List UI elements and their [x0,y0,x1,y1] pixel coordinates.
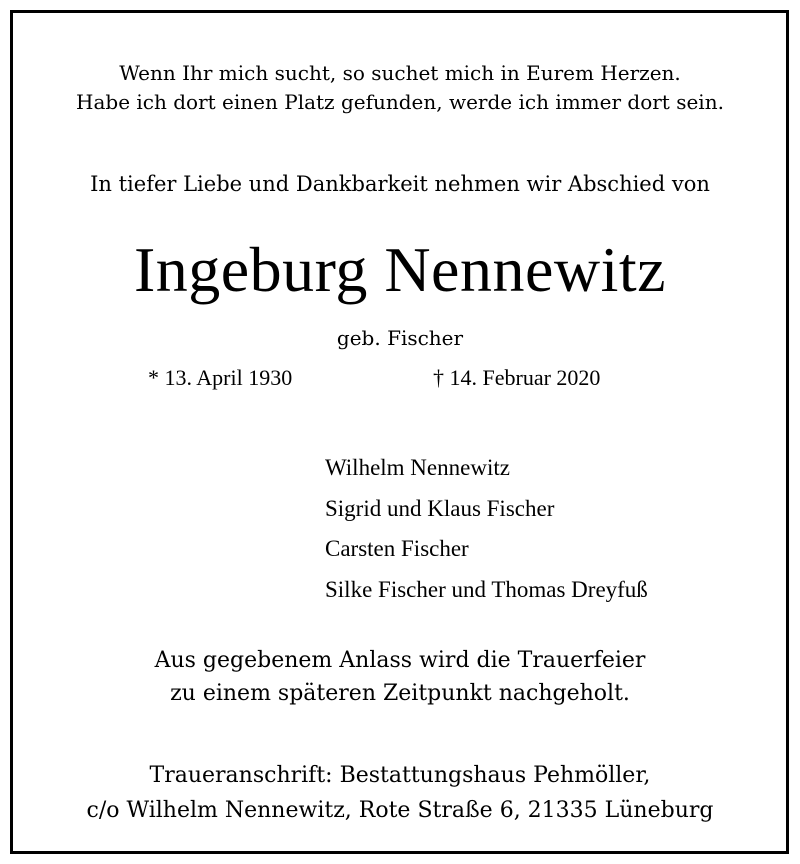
deceased-name: Ingeburg Nennewitz [133,234,667,305]
mourner-item: Wilhelm Nennewitz [325,455,510,480]
address-line-2: c/o Wilhelm Nennewitz, Rote Straße 6, 21335 Lüneburg [86,798,714,823]
birth-date: * 13. April 1930 [148,365,293,390]
death-date: † 14. Februar 2020 [433,365,601,390]
mourners-list [325,456,648,618]
address-line-1: Traueranschrift: Bestattungshaus Pehmöller, [149,763,651,788]
motto-line-2: Habe ich dort einen Platz gefunden, werde ich immer dort sein. [76,90,724,114]
notice-line-2: zu einem späteren Zeitpunkt nachgeholt. [170,681,630,706]
mourner-item: Silke Fischer und Thomas Dreyfuß [325,576,648,602]
motto-line-1: Wenn Ihr mich sucht, so suchet mich in Eurem Herzen. [119,61,681,85]
notice-line-1: Aus gegebenem Anlass wird die Trauerfeier [154,648,646,673]
mourner-item: Carsten Fischer [325,536,469,561]
intro-text: In tiefer Liebe und Dankbarkeit nehmen wir Abschied von [90,172,710,196]
notice-border-frame [10,10,789,854]
maiden-name: geb. Fischer [336,326,464,350]
mourner-item: Sigrid und Klaus Fischer [325,495,555,521]
